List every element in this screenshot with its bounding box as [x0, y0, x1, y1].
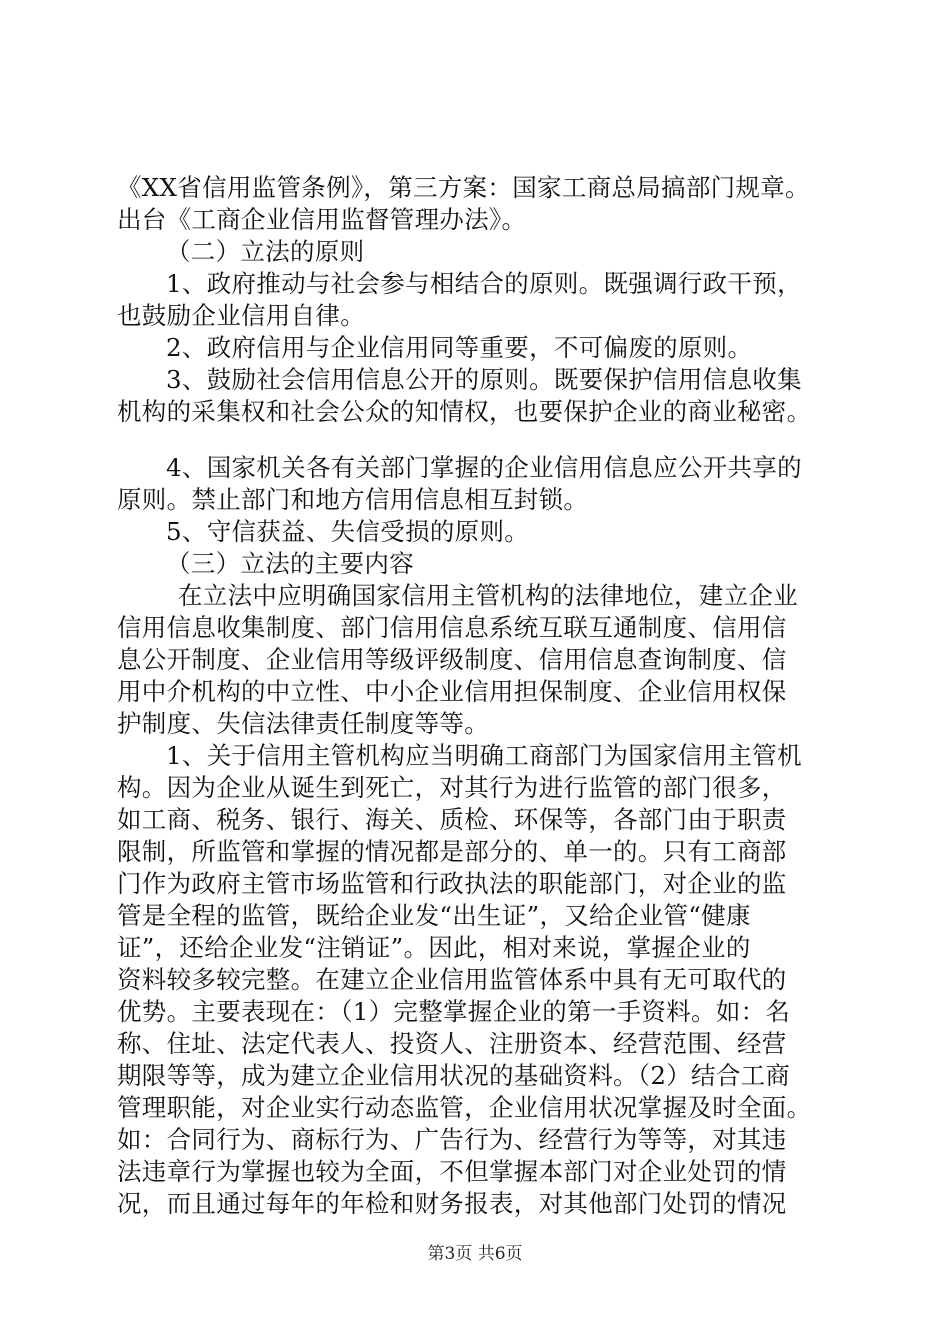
text-line: 况，而且通过每年的年检和财务报表，对其他部门处罚的情况 — [117, 1189, 787, 1218]
text-line: 用中介机构的中立性、中小企业信用担保制度、企业信用权保 — [117, 677, 787, 706]
text-line: 护制度、失信法律责任制度等等。 — [117, 709, 489, 738]
text-line: 机构的采集权和社会公众的知情权，也要保护企业的商业秘密。 — [117, 397, 812, 426]
text-line: 证”，还给企业发“注销证”。因此，相对来说，掌握企业的 — [117, 933, 751, 962]
text-line: 资料较多较完整。在建立企业信用监管体系中具有无可取代的 — [117, 965, 787, 994]
page-number-footer: 第3页 共6页 — [427, 1244, 523, 1264]
text-line: 限制，所监管和掌握的情况都是部分的、单一的。只有工商部 — [117, 837, 787, 866]
text-line: 1、政府推动与社会参与相结合的原则。既强调行政干预， — [166, 269, 802, 298]
text-line: 1、关于信用主管机构应当明确工商部门为国家信用主管机 — [166, 741, 802, 770]
text-line: 优势。主要表现在：（1）完整掌握企业的第一手资料。如：名 — [117, 997, 791, 1026]
section-heading: （三）立法的主要内容 — [166, 549, 414, 578]
text-line: 管理职能，对企业实行动态监管，企业信用状况掌握及时全面。 — [117, 1093, 812, 1122]
text-line: 《XX省信用监管条例》，第三方案：国家工商总局搞部门规章。 — [117, 173, 810, 202]
text-line: 出台《工商企业信用监督管理办法》。 — [117, 205, 527, 234]
text-line: 期限等等，成为建立企业信用状况的基础资料。（2）结合工商 — [117, 1061, 791, 1090]
text-line: 如工商、税务、银行、海关、质检、环保等，各部门由于职责 — [117, 805, 787, 834]
text-line: 称、住址、法定代表人、投资人、注册资本、经营范围、经营 — [117, 1029, 787, 1058]
text-line: 4、国家机关各有关部门掌握的企业信用信息应公开共享的 — [166, 453, 802, 482]
text-line: 门作为政府主管市场监管和行政执法的职能部门，对企业的监 — [117, 869, 787, 898]
text-line: 在立法中应明确国家信用主管机构的法律地位，建立企业 — [178, 581, 798, 610]
text-line: 如：合同行为、商标行为、广告行为、经营行为等等，对其违 — [117, 1125, 787, 1154]
text-line: 5、守信获益、失信受损的原则。 — [166, 517, 530, 546]
text-line: 管是全程的监管，既给企业发“出生证”，又给企业管“健康 — [117, 901, 751, 930]
text-line: 构。因为企业从诞生到死亡，对其行为进行监管的部门很多， — [117, 773, 787, 802]
text-line: 原则。禁止部门和地方信用信息相互封锁。 — [117, 485, 589, 514]
text-line: 2、政府信用与企业信用同等重要，不可偏废的原则。 — [166, 333, 753, 362]
text-line: 也鼓励企业信用自律。 — [117, 301, 365, 330]
text-line: 3、鼓励社会信用信息公开的原则。既要保护信用信息收集 — [166, 365, 802, 394]
section-heading: （二）立法的原则 — [166, 237, 365, 266]
text-line: 信用信息收集制度、部门信用信息系统互联互通制度、信用信 — [117, 613, 787, 642]
text-line: 法违章行为掌握也较为全面，不但掌握本部门对企业处罚的情 — [117, 1157, 787, 1186]
text-line: 息公开制度、企业信用等级评级制度、信用信息查询制度、信 — [117, 645, 787, 674]
